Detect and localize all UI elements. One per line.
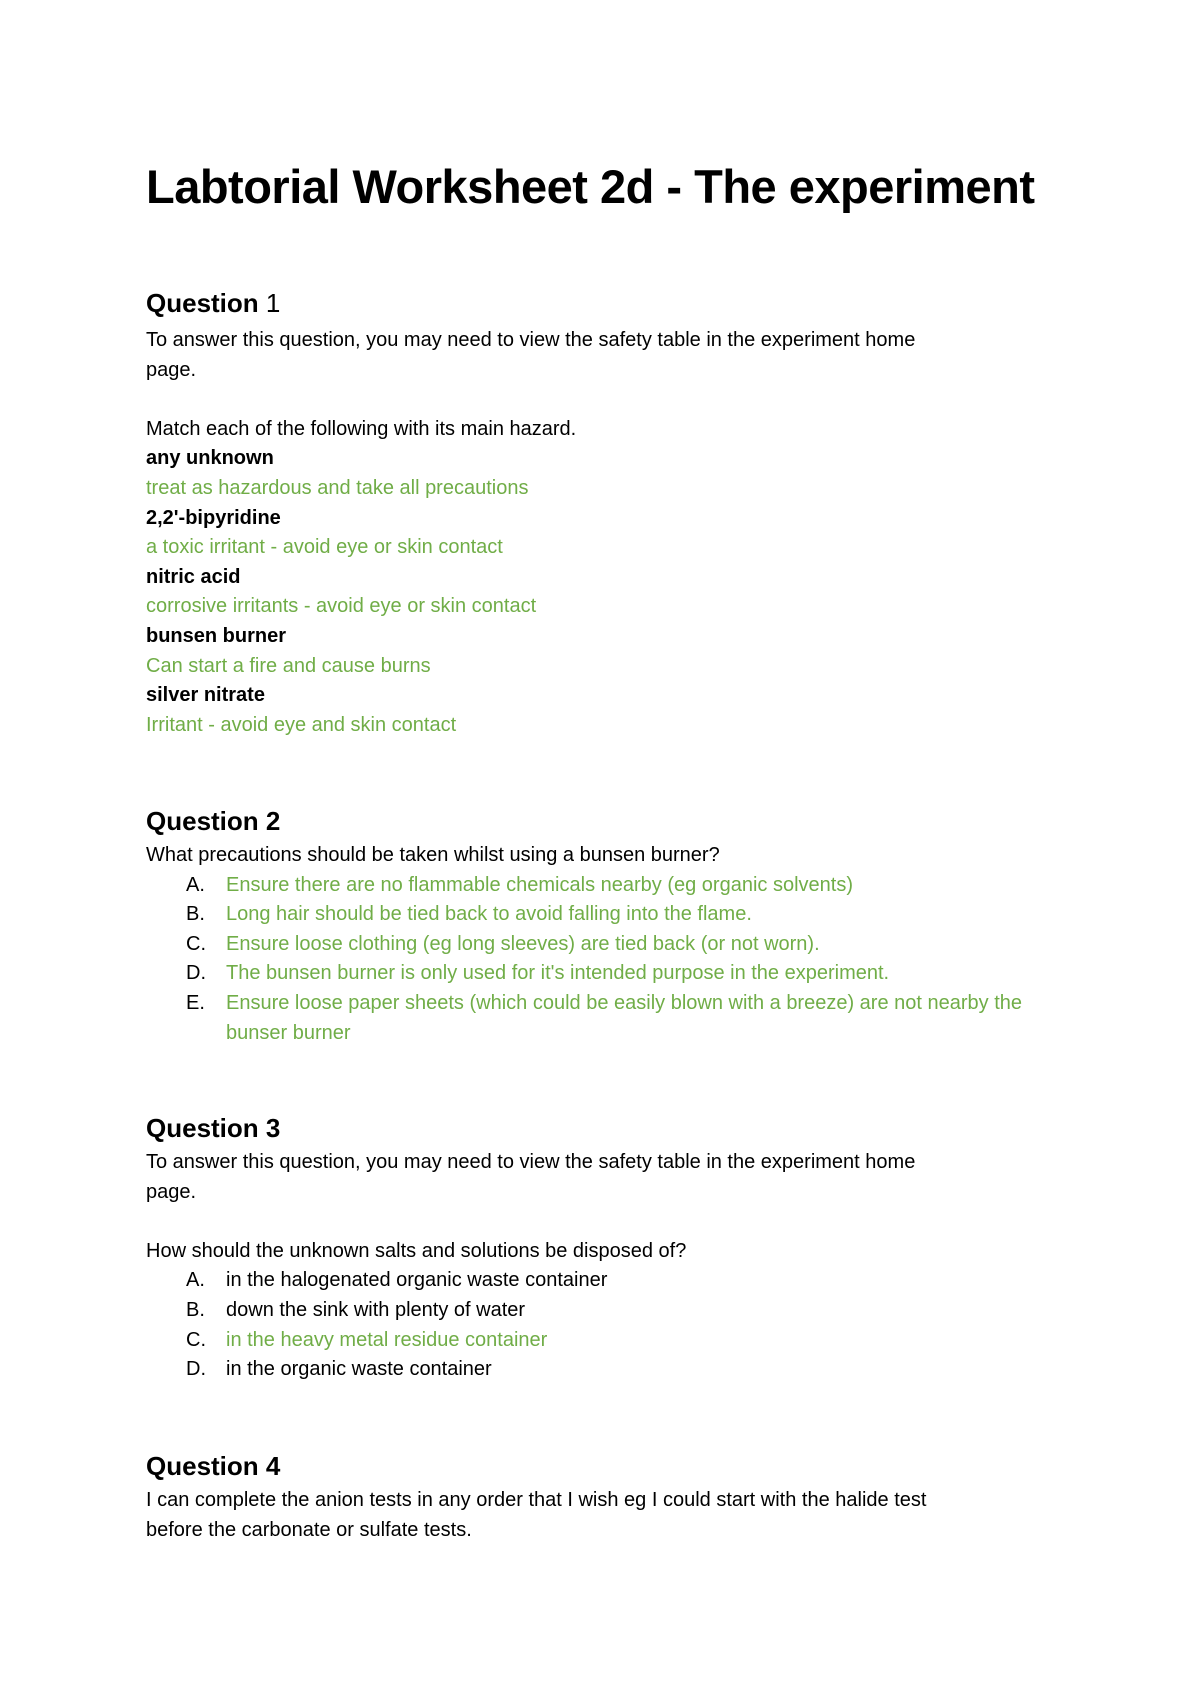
option-text: Ensure loose clothing (eg long sleeves) are tied back (or not worn). <box>226 933 820 955</box>
hazard-answer-3: corrosive irritants - avoid eye or skin contact <box>146 595 537 617</box>
question-3-option-c <box>186 1326 1046 1356</box>
hazard-term-5: silver nitrate <box>146 684 265 706</box>
option-text: in the halogenated organic waste container <box>226 1269 608 1291</box>
option-text: in the heavy metal residue container <box>226 1329 548 1351</box>
question-2-option-d <box>186 959 1046 989</box>
question-3-heading <box>146 1112 280 1144</box>
question-4-line-2: before the carbonate or sulfate tests. <box>146 1519 472 1541</box>
option-text: Ensure there are no flammable chemicals nearby (eg organic solvents) <box>226 874 853 896</box>
option-letter: A. <box>186 1269 205 1291</box>
question-1-heading <box>146 287 280 319</box>
question-3-intro-line-1: To answer this question, you may need to view the safety table in the experiment home <box>146 1151 916 1173</box>
question-4-heading <box>146 1450 280 1482</box>
hazard-term-4: bunsen burner <box>146 625 287 647</box>
question-2-option-b <box>186 900 1046 930</box>
option-text: in the organic waste container <box>226 1358 492 1380</box>
question-1-intro-line-2: page. <box>146 359 197 381</box>
question-2-option-a <box>186 871 1046 901</box>
question-1-intro-line-1: To answer this question, you may need to view the safety table in the experiment home <box>146 329 916 351</box>
question-4-line-1: I can complete the anion tests in any order that I wish eg I could start with the halide test <box>146 1489 927 1511</box>
question-4-number: 4 <box>265 1451 281 1481</box>
question-2-option-e <box>186 989 1046 1048</box>
option-letter: C. <box>186 933 206 955</box>
question-3-label: Question <box>146 1113 259 1143</box>
option-text: down the sink with plenty of water <box>226 1299 526 1321</box>
hazard-answer-5: Irritant - avoid eye and skin contact <box>146 714 457 736</box>
option-letter: D. <box>186 962 206 984</box>
option-text: Ensure loose paper sheets (which could be easily blown with a breeze) are not nearby the bunser burner <box>226 992 1023 1044</box>
option-letter: E. <box>186 992 205 1014</box>
question-3-option-b <box>186 1296 1046 1326</box>
option-letter: A. <box>186 874 205 896</box>
option-letter: B. <box>186 1299 205 1321</box>
hazard-answer-2: a toxic irritant - avoid eye or skin contact <box>146 536 503 558</box>
question-2-label: Question <box>146 806 259 836</box>
document-title: Labtorial Worksheet 2d - The experiment <box>146 160 1035 213</box>
question-1-prompt: Match each of the following with its main hazard. <box>146 418 577 440</box>
question-2-number: 2 <box>265 806 281 836</box>
question-3-prompt: How should the unknown salts and solutions be disposed of? <box>146 1240 687 1262</box>
option-letter: C. <box>186 1329 206 1351</box>
option-letter: B. <box>186 903 205 925</box>
hazard-answer-1: treat as hazardous and take all precautions <box>146 477 529 499</box>
option-letter: D. <box>186 1358 206 1380</box>
question-3-option-a <box>186 1266 1046 1296</box>
option-text: Long hair should be tied back to avoid falling into the flame. <box>226 903 752 925</box>
question-1-number: 1 <box>265 288 281 318</box>
hazard-term-2: 2,2'-bipyridine <box>146 507 281 529</box>
question-1-label: Question <box>146 288 259 318</box>
hazard-term-3: nitric acid <box>146 566 241 588</box>
question-2-prompt: What precautions should be taken whilst using a bunsen burner? <box>146 844 720 866</box>
question-3-intro-line-2: page. <box>146 1181 197 1203</box>
hazard-answer-4: Can start a fire and cause burns <box>146 655 431 677</box>
question-2-option-c <box>186 930 1046 960</box>
question-3-number: 3 <box>265 1113 281 1143</box>
option-text: The bunsen burner is only used for it's intended purpose in the experiment. <box>226 962 890 984</box>
question-3-option-d <box>186 1355 1046 1385</box>
question-4-label: Question <box>146 1451 259 1481</box>
hazard-term-1: any unknown <box>146 447 274 469</box>
question-2-heading <box>146 805 280 837</box>
